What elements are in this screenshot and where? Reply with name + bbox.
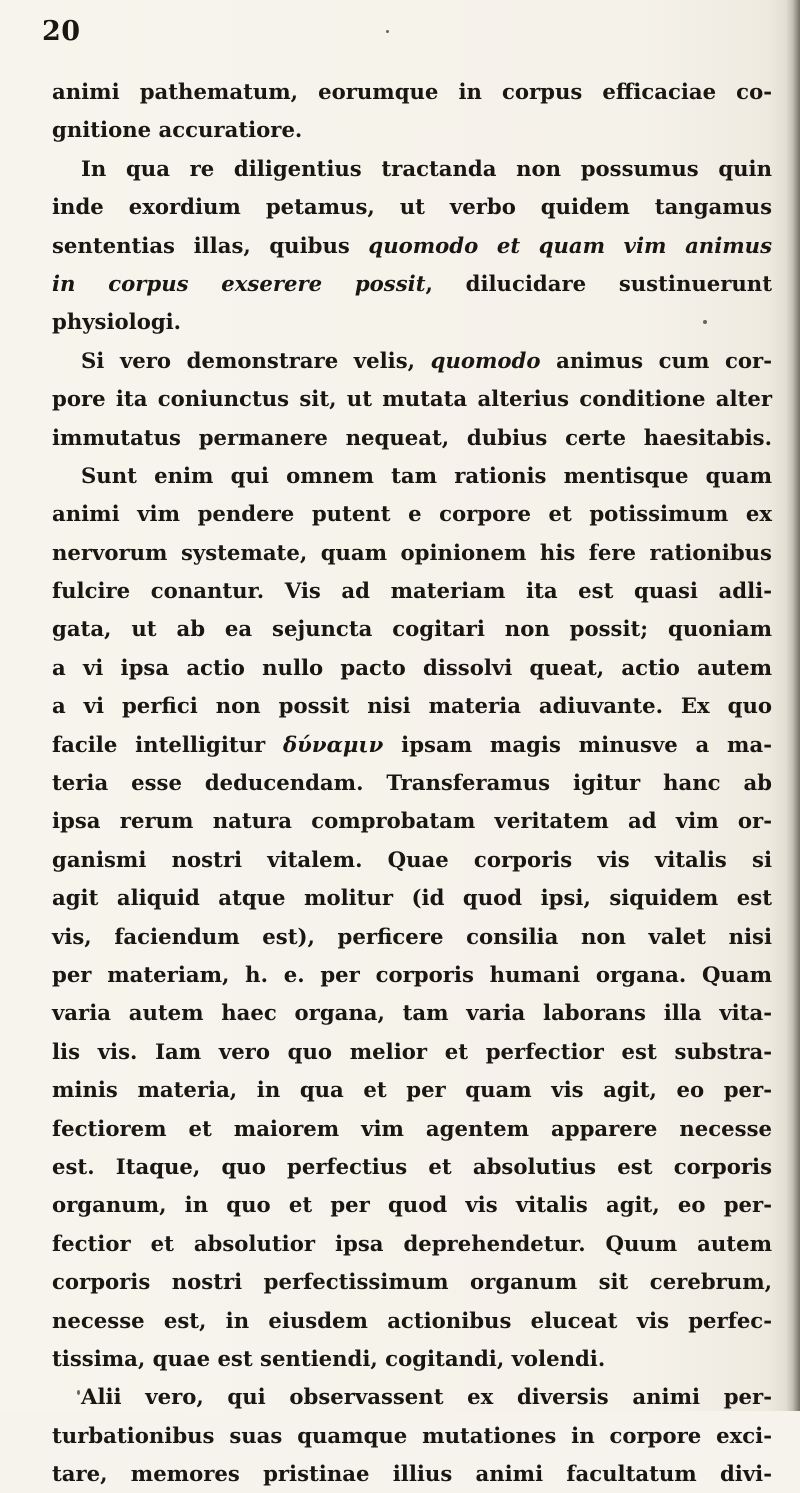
page-number: 20 (42, 16, 81, 47)
text-line: ganismi nostri vitalem. Quae corporis vis vitalis si (52, 846, 772, 872)
text-line: corporis nostri perfectissimum organum sit cerebrum, (52, 1269, 772, 1295)
page-edge-shadow (786, 0, 800, 1411)
paper-speck (703, 320, 707, 324)
text-line: animi pathematum, eorumque in corpus efficaciae co- (52, 79, 772, 104)
italic-phrase: quomodo (430, 347, 541, 373)
text-line: necesse est, in eiusdem actionibus eluceat vis perfec- (52, 1307, 772, 1333)
text-line: gata, ut ab ea sejuncta cogitari non possit; quoniam (52, 616, 772, 642)
text-line: physiologi. (52, 309, 182, 335)
text-line: in corpus exserere possit, dilucidare sustinuerunt (52, 270, 772, 296)
text-line: gnitione accuratiore. (52, 117, 303, 143)
text-line: tissima, quae est sentiendi, cogitandi, volendi. (52, 1345, 606, 1371)
paper-speck (386, 30, 389, 33)
text-line: turbationibus suas quamque mutationes in corpore exci- (52, 1422, 772, 1448)
text-line: organum, in quo et per quod vis vitalis agit, eo per- (52, 1192, 772, 1218)
text-line: facile intelligitur δύναμιν ipsam magis minusve a ma- (52, 731, 772, 757)
text-line: a vi ipsa actio nullo pacto dissolvi queat, actio autem (52, 654, 772, 680)
text-line: inde exordium petamus, ut verbo quidem tangamus (52, 194, 772, 220)
greek-word: δύναμιν (283, 731, 384, 757)
text-line: fulcire conantur. Vis ad materiam ita est quasi adli- (52, 578, 772, 604)
text-line: nervorum systemate, quam opinionem his fere rationibus (52, 539, 772, 565)
text-line: immutatus permanere nequeat, dubius certe haesitabis. (52, 424, 772, 450)
text-line: ipsa rerum natura comprobatam veritatem ad vim or- (52, 808, 772, 834)
text-line: sententias illas, quibus quomodo et quam vim animus (52, 232, 772, 258)
text-line: vis, faciendum est), perficere consilia non valet nisi (52, 923, 772, 949)
text-line: In qua re diligentius tractanda non possumus quin (81, 155, 772, 181)
text-line: minis materia, in qua et per quam vis agit, eo per- (52, 1077, 772, 1103)
text-line: est. Itaque, quo perfectius et absolutius est corporis (52, 1153, 772, 1179)
italic-phrase: quomodo et quam vim animus (368, 232, 772, 258)
text-line: varia autem haec organa, tam varia laborans illa vita- (52, 1000, 772, 1026)
text-line: Alii vero, qui observassent ex diversis animi per- (81, 1384, 772, 1410)
body-text (52, 73, 772, 1493)
text-line: lis vis. Iam vero quo melior et perfectior est substra- (52, 1038, 772, 1064)
text-line: tare, memores pristinae illius animi facultatum divi- (52, 1461, 772, 1487)
text-line: animi vim pendere putent e corpore et potissimum ex (52, 501, 772, 527)
text-line: fectiorem et maiorem vim agentem apparere necesse (52, 1115, 772, 1141)
italic-phrase: in corpus exserere possit (52, 270, 426, 296)
text-line: per materiam, h. e. per corporis humani organa. Quam (52, 961, 772, 987)
text-line: fectior et absolutior ipsa deprehendetur. Quum autem (52, 1230, 772, 1256)
text-line: teria esse deducendam. Transferamus igitur hanc ab (52, 770, 772, 796)
text-line: Sunt enim qui omnem tam rationis mentisque quam (81, 462, 772, 488)
text-line: pore ita coniunctus sit, ut mutata alterius conditione alter (52, 386, 772, 412)
text-line: Si vero demonstrare velis, quomodo animus cum cor- (81, 347, 772, 373)
text-line: a vi perfici non possit nisi materia adiuvante. Ex quo (52, 693, 772, 719)
text-line: agit aliquid atque molitur (id quod ipsi, siquidem est (52, 885, 772, 911)
paper-speck (77, 1390, 80, 1395)
